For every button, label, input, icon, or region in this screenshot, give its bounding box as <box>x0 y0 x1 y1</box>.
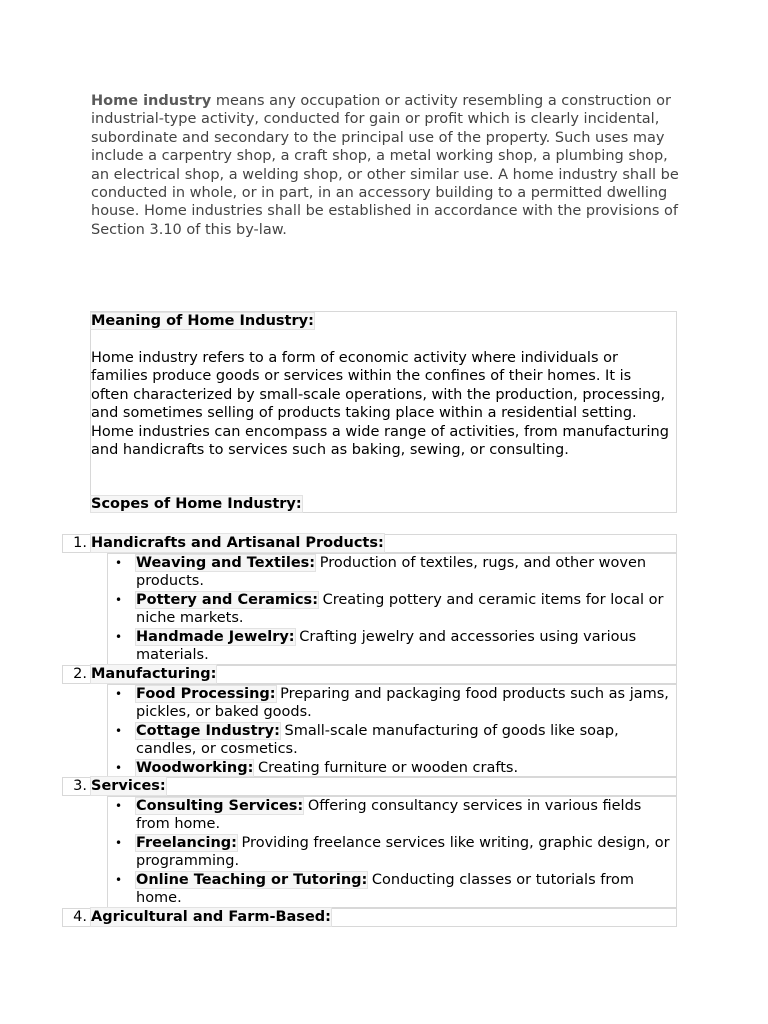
scopes-heading: Scopes of Home Industry: <box>91 496 302 512</box>
scope-item-3 <box>62 777 677 796</box>
list-item: • Cottage Industry: Small-scale manufacturing of goods like soap, candles, or cosmetics. <box>115 723 619 758</box>
bullet-icon: • <box>115 724 123 738</box>
list-item: • Consulting Services: Offering consultancy services in various fields from home. <box>115 798 642 833</box>
list-item: • Online Teaching or Tutoring: Conducting classes or tutorials from home. <box>115 872 634 907</box>
meaning-paragraph: Home industry refers to a form of economic activity where individuals or families produce goods or services within the confines of their homes. It is often characterized by small-scale operations, with the production, processing, and sometimes selling of products taking place within a residential setting. Home industries can encompass a wide range of activities, from manufacturing and handicrafts to services such as baking, sewing, or consulting. <box>91 350 669 459</box>
bullet-icon: • <box>115 873 123 887</box>
scope-item-4 <box>62 908 677 927</box>
scope-item-2 <box>62 665 677 684</box>
scope-sublist-1 <box>107 553 677 665</box>
scope-label: Services: <box>91 778 166 794</box>
scope-number: 2. <box>73 666 87 682</box>
meaning-heading: Meaning of Home Industry: <box>91 313 314 329</box>
bullet-icon: • <box>115 593 123 607</box>
intro-term: Home industry <box>91 93 212 109</box>
scope-sublist-3 <box>107 796 677 908</box>
list-item: • Weaving and Textiles: Production of textiles, rugs, and other woven products. <box>115 555 647 590</box>
scope-label: Manufacturing: <box>91 666 217 682</box>
intro-paragraph <box>91 92 681 239</box>
bullet-icon: • <box>115 630 123 644</box>
scope-number: 3. <box>73 778 87 794</box>
list-item: • Food Processing: Preparing and packaging food products such as jams, pickles, or baked goods. <box>115 686 669 721</box>
list-item: • Woodworking: Creating furniture or wooden crafts. <box>115 760 519 776</box>
scope-number: 1. <box>73 535 87 551</box>
bullet-icon: • <box>115 761 123 775</box>
list-item: • Handmade Jewelry: Crafting jewelry and accessories using various materials. <box>115 629 637 664</box>
bullet-icon: • <box>115 556 123 570</box>
scope-label: Handicrafts and Artisanal Products: <box>91 535 384 551</box>
scope-number: 4. <box>73 909 87 925</box>
bullet-icon: • <box>115 687 123 701</box>
list-item: • Pottery and Ceramics: Creating pottery and ceramic items for local or niche markets. <box>115 592 664 627</box>
scope-sublist-2 <box>107 684 677 777</box>
bullet-icon: • <box>115 799 123 813</box>
scope-label: Agricultural and Farm-Based: <box>91 909 331 925</box>
intro-text: means any occupation or activity resembling a construction or industrial-type activity, conducted for gain or profit which is clearly incidental, subordinate and secondary to the principal use of the property. Such uses may include a carpentry shop, a craft shop, a metal working shop, a plumbing shop, an electrical shop, a welding shop, or other similar use. A home industry shall be conducted in whole, or in part, in an accessory building to a permitted dwelling house. Home industries shall be established in accordance with the provisions of Section 3.10 of this by-law. <box>91 93 679 238</box>
list-item: • Freelancing: Providing freelance services like writing, graphic design, or programming. <box>115 835 670 870</box>
bullet-icon: • <box>115 836 123 850</box>
scope-item-1 <box>62 534 677 553</box>
meaning-box <box>90 311 677 513</box>
